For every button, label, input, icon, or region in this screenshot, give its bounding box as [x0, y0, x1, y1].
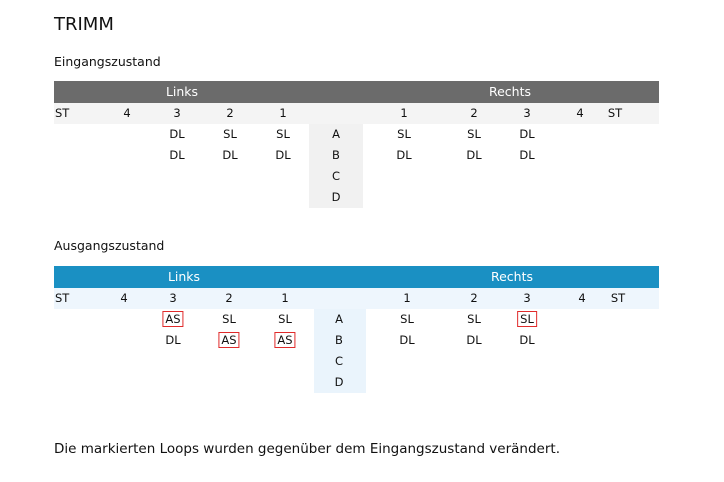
header-rechts: Rechts	[490, 269, 534, 284]
header-rechts: Rechts	[488, 84, 532, 99]
footer-note: Die markierten Loops wurden gegenüber dem Eingangszustand verändert.	[54, 441, 560, 457]
column-label: ST	[607, 106, 623, 120]
loop-cell: DL	[275, 148, 291, 162]
table-row	[54, 166, 659, 187]
loop-cell: DL	[396, 148, 412, 162]
column-label: 2	[226, 106, 234, 120]
loop-cell: DL	[169, 127, 185, 141]
column-label: 3	[523, 291, 531, 305]
loop-cell: SL	[397, 127, 411, 141]
output-table	[54, 266, 659, 393]
column-label: 3	[523, 106, 531, 120]
loop-cell: DL	[165, 333, 181, 347]
loop-cell: SL	[276, 127, 290, 141]
input-section-label: Eingangszustand	[54, 54, 161, 69]
column-label: ST	[610, 291, 626, 305]
loop-cell: DL	[222, 148, 238, 162]
output-section-label: Ausgangszustand	[54, 238, 165, 253]
table-row	[54, 187, 659, 208]
loop-row-label: D	[331, 190, 341, 204]
column-label: 1	[281, 291, 289, 305]
loop-cell: SL	[400, 312, 414, 326]
loop-cell: DL	[519, 148, 535, 162]
table-row	[54, 330, 659, 351]
table-row	[54, 145, 659, 166]
column-label: 4	[123, 106, 131, 120]
loop-cell: DL	[519, 127, 535, 141]
loop-cell: DL	[466, 148, 482, 162]
loop-cell: DL	[169, 148, 185, 162]
loop-cell: SL	[467, 127, 481, 141]
column-label: 4	[120, 291, 128, 305]
marked-loop-cell: AS	[162, 309, 183, 330]
table-row	[54, 372, 659, 393]
column-label: 3	[169, 291, 177, 305]
column-label-row	[54, 288, 659, 309]
column-label: 2	[470, 106, 478, 120]
loop-cell: SL	[278, 312, 292, 326]
column-label: 1	[279, 106, 287, 120]
marked-loop-cell: AS	[218, 330, 239, 351]
loop-row-label: D	[334, 375, 344, 389]
loop-row-label: B	[332, 148, 340, 162]
input-table	[54, 81, 659, 208]
marked-loop-cell: AS	[274, 330, 295, 351]
loop-row-label: C	[334, 354, 344, 368]
column-label: ST	[55, 291, 70, 305]
marked-loop-cell: SL	[517, 309, 537, 330]
loop-cell: SL	[222, 312, 236, 326]
table-row	[54, 309, 659, 330]
loop-cell: DL	[399, 333, 415, 347]
loop-cell: SL	[467, 312, 481, 326]
table-header	[54, 81, 659, 103]
column-label: 4	[576, 106, 584, 120]
column-label: 2	[225, 291, 233, 305]
page-title: TRIMM	[54, 14, 114, 35]
loop-row-label: B	[335, 333, 343, 347]
header-links: Links	[167, 269, 201, 284]
loop-row-label: A	[335, 312, 343, 326]
column-label: 3	[173, 106, 181, 120]
table-row	[54, 124, 659, 145]
column-label: 1	[400, 106, 408, 120]
header-links: Links	[165, 84, 199, 99]
loop-row-label: C	[331, 169, 341, 183]
table-header	[54, 266, 659, 288]
loop-row-label: A	[332, 127, 340, 141]
loop-cell: DL	[466, 333, 482, 347]
loop-cell: DL	[519, 333, 535, 347]
loop-cell: SL	[223, 127, 237, 141]
column-label: 4	[578, 291, 586, 305]
column-label: 1	[403, 291, 411, 305]
table-row	[54, 351, 659, 372]
column-label-row	[54, 103, 659, 124]
column-label: ST	[55, 106, 70, 120]
column-label: 2	[470, 291, 478, 305]
